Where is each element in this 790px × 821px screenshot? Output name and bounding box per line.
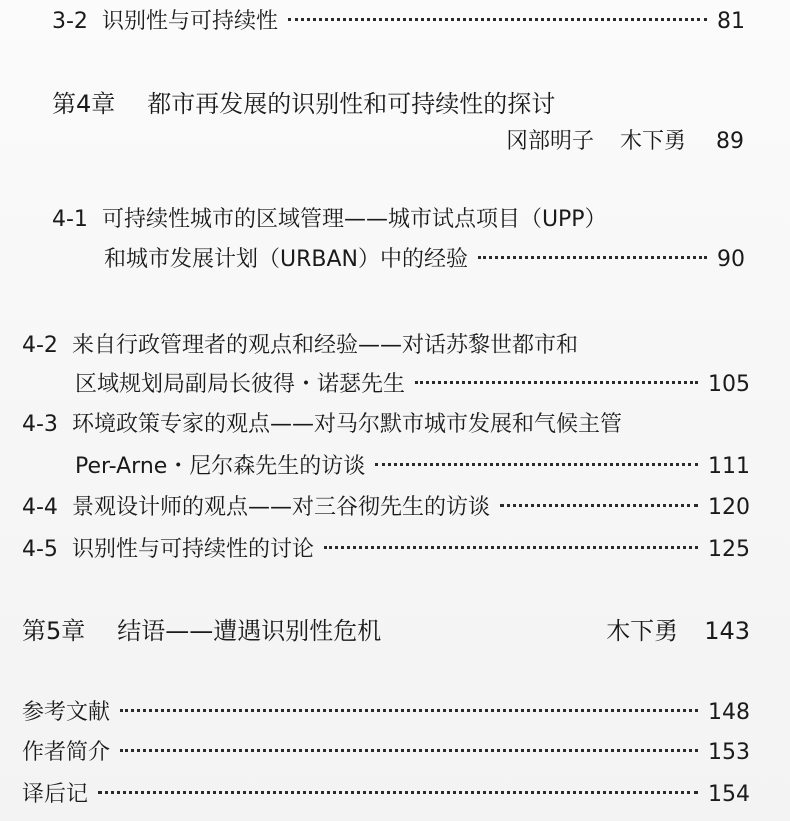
- entry-number: 4-4: [22, 495, 58, 520]
- dot-leader: [478, 256, 707, 259]
- dot-leader: [375, 463, 698, 466]
- entry-number: 3-2: [52, 9, 88, 34]
- entry-page: 120: [708, 495, 750, 520]
- entry-title: 译后记: [22, 782, 89, 807]
- chapter-5-heading: [22, 615, 750, 647]
- entry-title: 识别性与可持续性的讨论: [71, 537, 314, 562]
- chapter-title: 都市再发展的识别性和可持续性的探讨: [147, 90, 556, 118]
- toc-entry-3-2: [52, 7, 745, 37]
- toc-entry-4-3-line2: [75, 452, 750, 482]
- dot-leader: [500, 504, 698, 507]
- author-name: 木下勇: [619, 129, 686, 154]
- entry-number: 4-1: [52, 207, 88, 232]
- entry-number: 4-5: [22, 537, 58, 562]
- chapter-4-authors: [506, 127, 744, 157]
- toc-entry-4-1-line2: [104, 245, 745, 275]
- dot-leader: [288, 18, 707, 21]
- chapter-title: 结语——遭遇识别性危机: [117, 617, 382, 645]
- entry-page: 81: [717, 9, 745, 34]
- toc-entry-4-2-line1: [22, 331, 578, 361]
- entry-page: 153: [708, 740, 750, 765]
- chapter-page: 89: [716, 129, 744, 154]
- entry-title-continued: 区域规划局副局长彼得・诺瑟先生: [75, 372, 406, 397]
- entry-title-continued: 和城市发展计划（URBAN）中的经验: [104, 247, 468, 272]
- dot-leader: [120, 709, 698, 712]
- toc-entry-4-1-line1: [52, 205, 607, 235]
- entry-title: 来自行政管理者的观点和经验——对话苏黎世都市和: [71, 333, 578, 358]
- author-name: 木下勇: [606, 617, 679, 645]
- entry-title: 作者简介: [22, 740, 111, 765]
- dot-leader: [324, 546, 698, 549]
- entry-title-continued: Per-Arne・尼尔森先生的访谈: [75, 454, 366, 479]
- toc-entry-4-3-line1: [22, 410, 622, 440]
- entry-number: 4-2: [22, 333, 58, 358]
- toc-entry-references: [22, 698, 750, 728]
- entry-title: 环境政策专家的观点——对马尔默市城市发展和气候主管: [71, 412, 622, 437]
- entry-title: 景观设计师的观点——对三谷彻先生的访谈: [71, 495, 490, 520]
- chapter-number: 第5章: [22, 617, 86, 645]
- entry-page: 111: [708, 454, 750, 479]
- toc-entry-4-4: [22, 493, 750, 523]
- entry-title: 可持续性城市的区域管理——城市试点项目（UPP）: [101, 207, 607, 232]
- author-name: 冈部明子: [505, 129, 594, 154]
- entry-page: 148: [708, 700, 750, 725]
- entry-page: 154: [708, 782, 750, 807]
- dot-leader: [415, 381, 698, 384]
- entry-page: 105: [708, 372, 750, 397]
- toc-entry-afterword: [22, 780, 750, 810]
- entry-title: 参考文献: [22, 700, 111, 725]
- dot-leader: [98, 791, 698, 794]
- toc-entry-4-5: [22, 535, 750, 565]
- chapter-number: 第4章: [52, 90, 116, 118]
- toc-entry-4-2-line2: [75, 370, 750, 400]
- entry-number: 4-3: [22, 412, 58, 437]
- toc-entry-about-authors: [22, 738, 750, 768]
- chapter-page: 143: [704, 617, 750, 645]
- dot-leader: [120, 749, 698, 752]
- entry-page: 90: [717, 247, 745, 272]
- entry-page: 125: [708, 537, 750, 562]
- chapter-4-heading: [52, 88, 555, 120]
- entry-title: 识别性与可持续性: [101, 9, 278, 34]
